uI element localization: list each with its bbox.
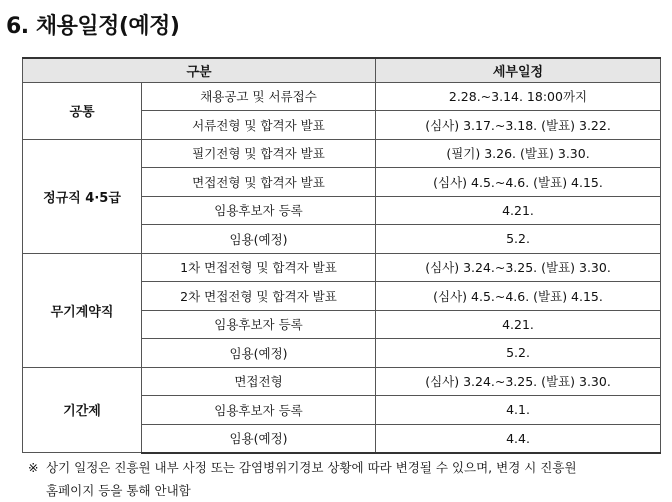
schedule-cell: (심사) 3.17.~3.18. (발표) 3.22. [376, 111, 661, 140]
schedule-cell: (심사) 3.24.~3.25. (발표) 3.30. [376, 253, 661, 282]
note-symbol: ※ [28, 460, 39, 475]
group-label-fixed-term: 기간제 [23, 367, 142, 453]
schedule-cell: 4.4. [376, 424, 661, 453]
step-cell: 1차 면접전형 및 합격자 발표 [142, 253, 376, 282]
step-cell: 임용(예정) [142, 424, 376, 453]
step-cell: 임용(예정) [142, 225, 376, 254]
schedule-cell: 2.28.~3.14. 18:00까지 [376, 82, 661, 111]
schedule-cell: 5.2. [376, 339, 661, 368]
step-cell: 채용공고 및 서류접수 [142, 82, 376, 111]
table-row [23, 367, 661, 396]
schedule-cell: 5.2. [376, 225, 661, 254]
step-cell: 면접전형 및 합격자 발표 [142, 168, 376, 197]
table-row [23, 82, 661, 111]
schedule-cell: 4.21. [376, 310, 661, 339]
header-category: 구분 [23, 58, 376, 82]
table-header-row [23, 58, 661, 82]
step-cell: 서류전형 및 합격자 발표 [142, 111, 376, 140]
schedule-cell: (심사) 4.5.~4.6. (발표) 4.15. [376, 282, 661, 311]
recruitment-schedule-table [22, 57, 661, 454]
step-cell: 임용후보자 등록 [142, 396, 376, 425]
footnote [28, 456, 660, 502]
group-label-indefinite: 무기계약직 [23, 253, 142, 367]
footnote-text-1: 상기 일정은 진흥원 내부 사정 또는 감염병위기경보 상황에 따라 변경될 수 있으며, 변경 시 진흥원 [46, 460, 577, 475]
table-row [23, 139, 661, 168]
step-cell: 임용후보자 등록 [142, 310, 376, 339]
schedule-cell: (심사) 3.24.~3.25. (발표) 3.30. [376, 367, 661, 396]
schedule-cell: (필기) 3.26. (발표) 3.30. [376, 139, 661, 168]
section-title: 6. 채용일정(예정) [6, 14, 180, 39]
step-cell: 면접전형 [142, 367, 376, 396]
step-cell: 2차 면접전형 및 합격자 발표 [142, 282, 376, 311]
table-row [23, 253, 661, 282]
step-cell: 임용(예정) [142, 339, 376, 368]
schedule-cell: 4.1. [376, 396, 661, 425]
footnote-line-1 [28, 456, 660, 479]
step-cell: 임용후보자 등록 [142, 196, 376, 225]
schedule-cell: 4.21. [376, 196, 661, 225]
schedule-cell: (심사) 4.5.~4.6. (발표) 4.15. [376, 168, 661, 197]
header-schedule: 세부일정 [376, 58, 661, 82]
step-cell: 필기전형 및 합격자 발표 [142, 139, 376, 168]
group-label-regular: 정규직 4·5급 [23, 139, 142, 253]
group-label-common: 공통 [23, 82, 142, 139]
footnote-line-2: 홈페이지 등을 통해 안내함 [46, 483, 191, 498]
